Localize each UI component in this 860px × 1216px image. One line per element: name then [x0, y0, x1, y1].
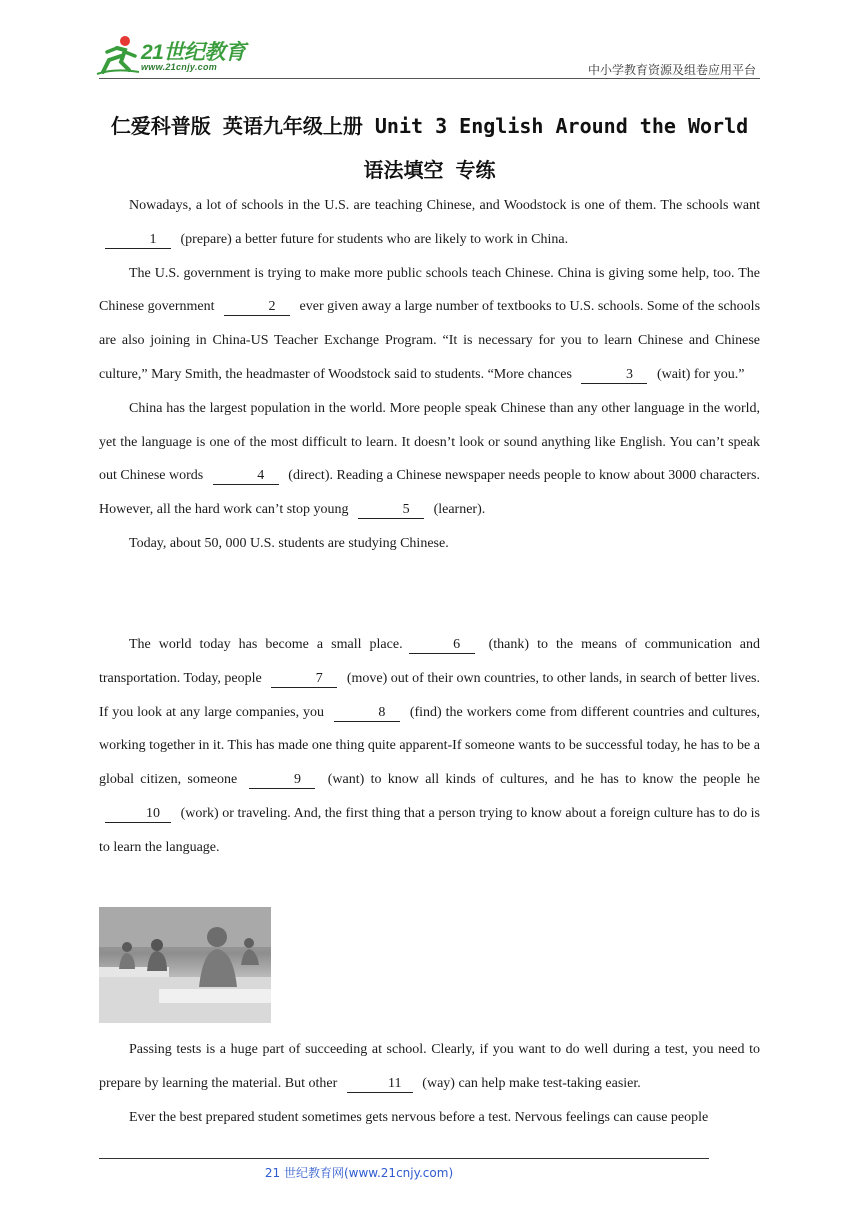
paragraph [99, 1033, 760, 1101]
logo-text: 21世纪教育 [141, 41, 246, 64]
footer-link[interactable]: 21 世纪教育网(www.21cnjy.com) [264, 1166, 454, 1180]
text-segment: The world today has become a small place. [129, 637, 403, 652]
logo-url: www.21cnjy.com [141, 62, 218, 72]
header-tagline: 中小学教育资源及组卷应用平台 [587, 63, 756, 77]
text-segment: (way) can help make test-taking easier. [422, 1075, 641, 1091]
paragraph: Today, about 50, 000 U.S. students are studying Chinese. [129, 535, 449, 551]
text-segment: (thank) to the means of communication and transportation. Today, people [99, 637, 761, 686]
blank-3: 3 [581, 367, 647, 384]
passage-3 [99, 1033, 760, 1134]
blank-5: 5 [358, 502, 424, 519]
text-segment: (wait) for you.” [656, 366, 745, 382]
paragraph [99, 189, 760, 257]
paragraph [99, 392, 760, 527]
blank-7: 7 [271, 671, 337, 688]
blank-8: 8 [334, 705, 400, 722]
page-title: 仁爱科普版 英语九年级上册 Unit 3 English Around the World 语法填空 专练 [110, 114, 749, 182]
classroom-photo [99, 907, 271, 1023]
blank-10: 10 [105, 806, 171, 823]
blank-6: 6 [409, 637, 475, 654]
paragraph [99, 628, 760, 865]
text-segment: China has the largest population in the world. More people speak Chinese than any other language in the world, yet the language is one of the most difficult to learn. It doesn’t look or sound anything like English. You can’t speak out Chinese words [99, 400, 760, 484]
footer-divider [99, 1158, 709, 1159]
blank-11: 11 [347, 1076, 413, 1093]
text-segment: Passing tests is a huge part of succeeding at school. Clearly, if you want to do well during a test, you need to prepare by learning the material. But other [99, 1042, 760, 1091]
text-segment: (move) out of their own countries, to other lands, in search of better lives. If you look at any large companies, you [99, 670, 761, 720]
paragraph [99, 257, 760, 392]
text-segment: (find) the workers come from different countries and cultures, working together in it. This has made one thing quite apparent-If someone wants to be successful today, he has to be a global citizen, someone [99, 704, 761, 788]
passage-2 [99, 628, 760, 865]
text-segment: The U.S. government is trying to make more public schools teach Chinese. China is giving some help, too. The Chinese government [99, 265, 760, 315]
blank-4: 4 [213, 468, 279, 485]
text-segment: (want) to know all kinds of cultures, and he has to know the people he [327, 772, 760, 788]
blank-2: 2 [224, 299, 290, 316]
text-segment: (prepare) a better future for students who are likely to work in China. [180, 231, 569, 247]
text-segment: (work) or traveling. And, the first thing that a person trying to know about a foreign culture has to do is to learn the language. [99, 805, 760, 855]
runner-icon [95, 34, 141, 78]
blank-9: 9 [249, 772, 315, 789]
paragraph: Ever the best prepared student sometimes gets nervous before a test. Nervous feelings can cause people [129, 1109, 709, 1125]
text-segment: (direct). Reading a Chinese newspaper needs people to know about 3000 characters. However, all the hard work can’t stop young [99, 468, 760, 518]
site-logo[interactable] [95, 34, 255, 78]
text-segment: (learner). [433, 502, 486, 518]
blank-1: 1 [105, 232, 171, 249]
text-segment: ever given away a large number of textbooks to U.S. schools. Some of the schools are also joining in China-US Teacher Exchange Program. “It is necessary for you to learn Chinese and Chinese culture,” Mary Smith, the headmaster of Woodstock said to students. “More chances [99, 299, 761, 382]
text-segment: Nowadays, a lot of schools in the U.S. are teaching Chinese, and Woodstock is one of them. The schools want [129, 198, 760, 213]
passage-1 [99, 189, 760, 561]
page-header [99, 34, 760, 79]
